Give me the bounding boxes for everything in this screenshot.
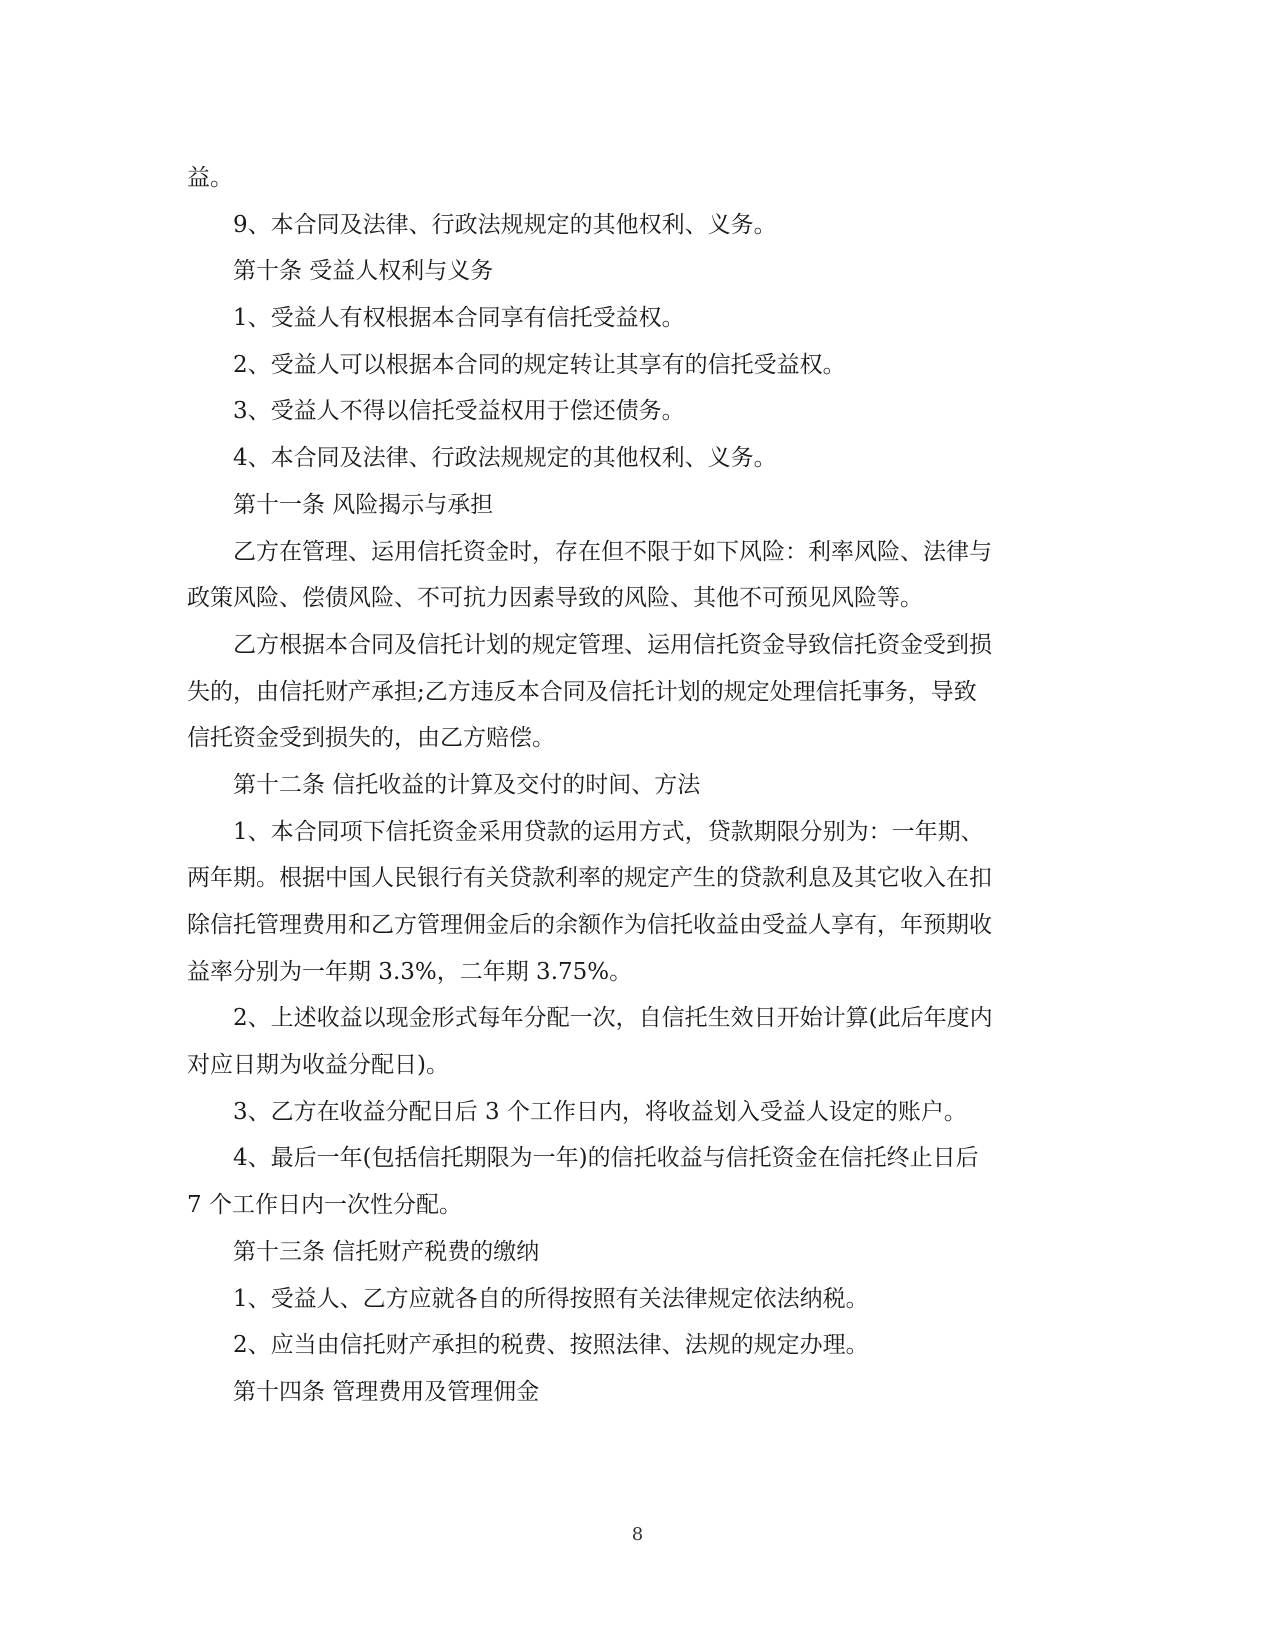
text-line-19: 2、上述收益以现金形式每年分配一次，自信托生效日开始计算(此后年度内 — [233, 1005, 993, 1032]
text-line-17: 除信托管理费用和乙方管理佣金后的余额作为信托收益由受益人享有，年预期收 — [187, 912, 992, 938]
body-text — [187, 155, 1027, 1416]
text-line-1: 益。 — [187, 165, 233, 191]
text-line-21: 3、乙方在收益分配日后 3 个工作日内，将收益划入受益人设定的账户。 — [233, 1098, 967, 1125]
text-line-5: 2、受益人可以根据本合同的规定转让其享有的信托受益权。 — [233, 351, 846, 378]
text-line-4: 1、受益人有权根据本合同享有信托受益权。 — [233, 305, 685, 332]
text-line-26: 2、应当由信托财产承担的税费、按照法律、法规的规定办理。 — [233, 1332, 869, 1359]
text-line-20: 对应日期为收益分配日)。 — [187, 1052, 449, 1079]
text-line-2: 9、本合同及法律、行政法规规定的其他权利、义务。 — [233, 211, 777, 238]
article-heading-14: 第十四条 管理费用及管理佣金 — [233, 1378, 540, 1405]
text-line-9: 乙方在管理、运用信托资金时，存在但不限于如下风险：利率风险、法律与 — [233, 538, 992, 565]
text-line-22: 4、最后一年(包括信托期限为一年)的信托收益与信托资金在信托终止日后 — [233, 1145, 979, 1172]
article-heading-13: 第十三条 信托财产税费的缴纳 — [233, 1238, 540, 1265]
text-line-23: 7 个工作日内一次性分配。 — [187, 1192, 462, 1219]
article-heading-12: 第十二条 信托收益的计算及交付的时间、方法 — [233, 771, 701, 798]
text-line-13: 信托资金受到损失的，由乙方赔偿。 — [187, 725, 555, 752]
text-line-25: 1、受益人、乙方应就各自的所得按照有关法律规定依法纳税。 — [233, 1285, 869, 1312]
text-line-11: 乙方根据本合同及信托计划的规定管理、运用信托资金导致信托资金受到损 — [233, 631, 992, 658]
page-number: 8 — [631, 1524, 644, 1545]
text-line-10: 政策风险、偿债风险、不可抗力因素导致的风险、其他不可预见风险等。 — [187, 585, 923, 612]
article-heading-11: 第十一条 风险揭示与承担 — [233, 491, 494, 518]
text-line-7: 4、本合同及法律、行政法规规定的其他权利、义务。 — [233, 445, 777, 472]
text-line-6: 3、受益人不得以信托受益权用于偿还债务。 — [233, 398, 685, 425]
article-heading-10: 第十条 受益人权利与义务 — [233, 258, 494, 285]
text-line-15: 1、本合同项下信托资金采用贷款的运用方式，贷款期限分别为：一年期、 — [233, 818, 984, 845]
text-line-18: 益率分别为一年期 3.3%，二年期 3.75%。 — [187, 958, 633, 985]
text-line-16: 两年期。根据中国人民银行有关贷款利率的规定产生的贷款利息及其它收入在扣 — [187, 865, 992, 892]
text-line-12: 失的，由信托财产承担;乙方违反本合同及信托计划的规定处理信托事务，导致 — [187, 678, 977, 705]
